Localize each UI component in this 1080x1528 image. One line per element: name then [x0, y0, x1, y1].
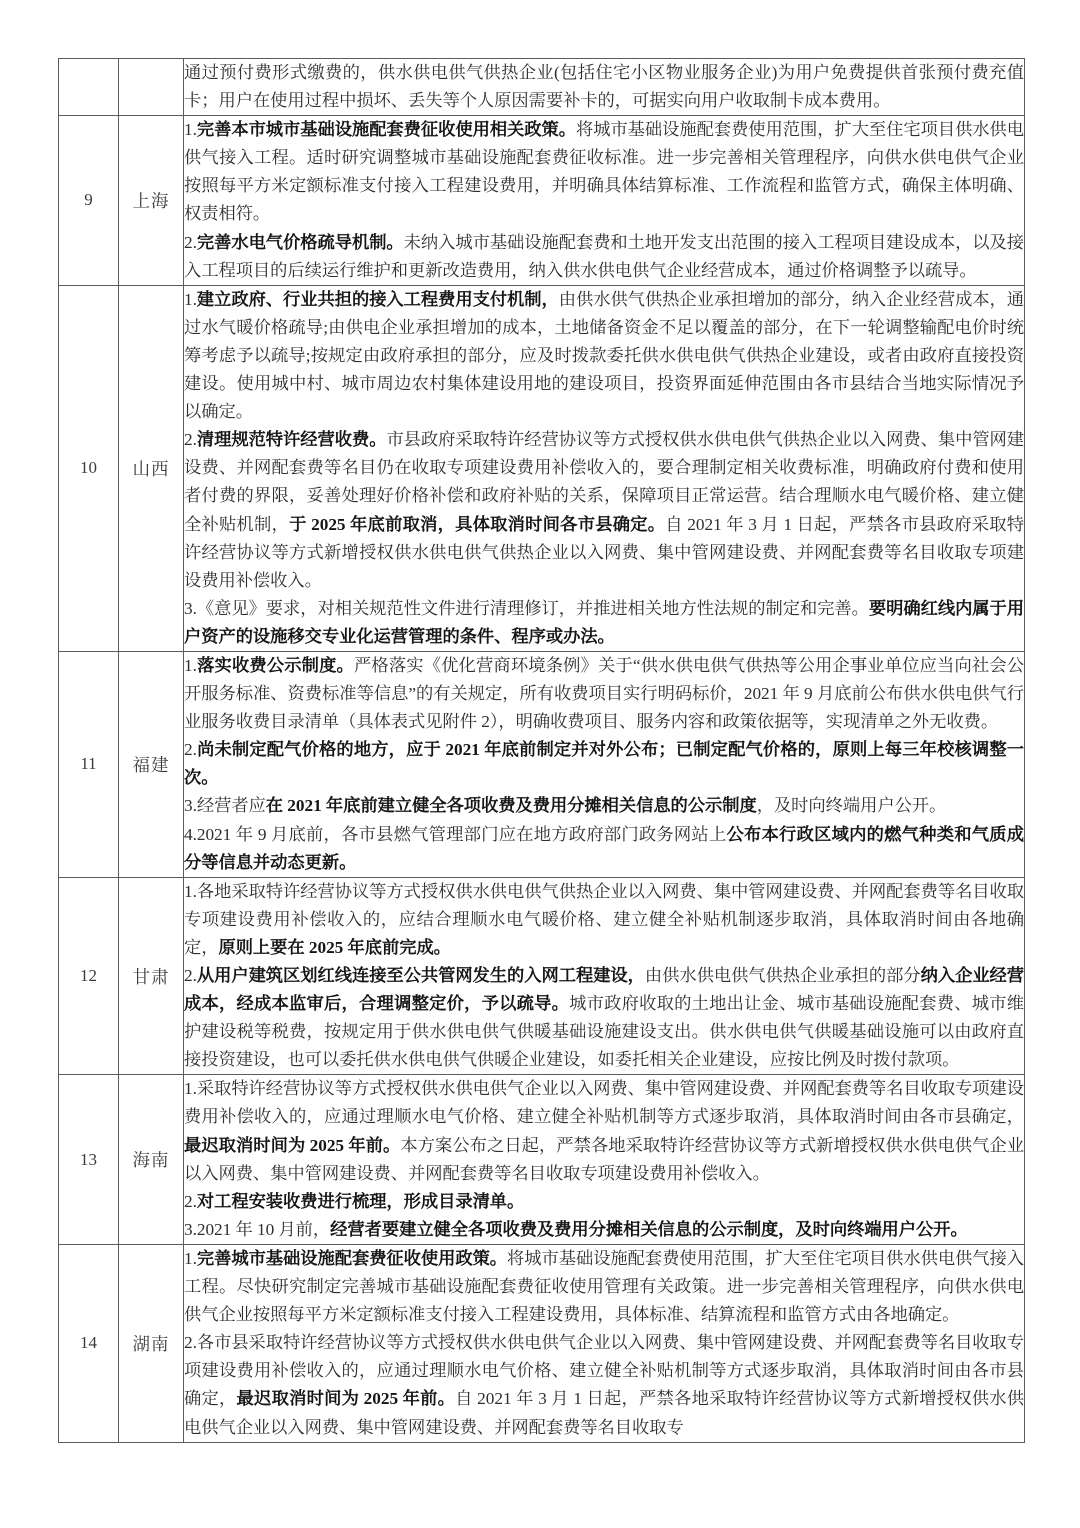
body-text: 1.各地采取特许经营协议等方式授权供水供电供气供热企业以入网费、集中管网建设费、并网配套费等名目收取专项建设费用补偿收入的，应结合理顺水电气暖价格、建立健全补贴机制逐步取消，具体取消时间由各地确定，: [184, 881, 1024, 957]
policy-paragraph: [184, 736, 1024, 792]
policy-paragraph: [184, 286, 1024, 426]
table-row: [59, 285, 1025, 651]
body-text: ，及时向终端用户公开。: [756, 796, 947, 816]
body-text: 由供水供气供热企业承担增加的部分，纳入企业经营成本，通过水气暖价格疏导;由供电企业承担增加的成本，土地储备资金不足以覆盖的部分，在下一轮调整输配电价时统筹考虑予以疏导;按规定由政府承担的部分，应及时拨款委托供水供电供气供热企业建设，或者由政府直接投资建设。使用城中村、城市周边农村集体建设用地的建设项目，投资界面延伸范围由各市县结合当地实际情况予以确定。: [184, 289, 1025, 422]
emphasis-text: 最迟取消时间为 2025 年前。: [236, 1389, 456, 1409]
emphasis-text: 完善城市基础设施配套费征收使用政策。: [196, 1248, 508, 1268]
body-text: 由供水供电供气供热企业承担的部分: [644, 966, 921, 985]
row-region-cell: 海南: [119, 1075, 184, 1245]
emphasis-text: 建立政府、行业共担的接入工程费用支付机制，: [196, 289, 559, 309]
body-text: 将城市基础设施配套费使用范围，扩大至住宅项目供水供电供气接入工程。适时研究调整城市基础设施配套费征收标准。进一步完善相关管理程序，向供水供电供气企业按照每平方米定额标准支付接入工程建设费用，并明确具体结算标准、工作流程和监管方式，确保主体明确、权责相符。: [184, 120, 1025, 224]
emphasis-text: 落实收费公示制度。: [196, 655, 354, 675]
row-region-cell: 上海: [119, 116, 184, 286]
emphasis-text: 完善本市城市基础设施配套费征收使用相关政策。: [196, 120, 576, 140]
body-text: 1.采取特许经营协议等方式授权供水供电供气企业以入网费、集中管网建设费、并网配套费等名目收取专项建设费用补偿收入的，应通过理顺水电气价格、建立健全补贴机制等方式逐步取消，具体取消时间由各市县确定，: [184, 1079, 1024, 1127]
row-content-cell: [184, 651, 1025, 877]
policy-comparison-table: [58, 58, 1025, 1443]
row-region-cell: 福建: [119, 651, 184, 877]
policy-paragraph: [184, 59, 1024, 115]
emphasis-text: 从用户建筑区划红线连接至公共管网发生的入网工程建设，: [196, 966, 645, 985]
table-row: [59, 59, 1025, 116]
row-content-cell: [184, 1075, 1025, 1245]
body-text: 1.: [184, 1248, 197, 1268]
row-region-cell: 甘肃: [119, 877, 184, 1075]
body-text: 1.: [184, 120, 197, 140]
row-content-cell: [184, 877, 1025, 1075]
emphasis-text: 最迟取消时间为 2025 年前。: [184, 1135, 401, 1155]
body-text: 城市政府收取的土地出让金、城市基础设施配套费、城市维护建设税等税费，按规定用于供水供电供气供暖基础设施建设支出。供水供电供气供暖基础设施可以由政府直接投资建设，也可以委托供水供电供气供暖企业建设，如委托相关企业建设，应按比例及时拨付款项。: [184, 994, 1024, 1070]
row-content-cell: [184, 285, 1025, 651]
body-text: 2.: [184, 1191, 197, 1211]
row-content-cell: [184, 116, 1025, 286]
body-text: 2.: [184, 232, 197, 252]
row-region-cell: [119, 59, 184, 116]
emphasis-text: 于 2025 年底前取消，具体取消时间各市县确定。: [289, 514, 666, 534]
row-index-cell: 14: [59, 1244, 119, 1442]
row-index-cell: 10: [59, 285, 119, 651]
policy-paragraph: [184, 595, 1024, 651]
table-row: [59, 651, 1025, 877]
emphasis-text: 对工程安装收费进行梳理，形成目录清单。: [196, 1191, 525, 1211]
body-text: 2.: [184, 740, 197, 760]
table-body: [59, 59, 1025, 1443]
body-text: 3.2021 年 10 月前，: [184, 1219, 331, 1239]
body-text: 2.各市县采取特许经营协议等方式授权供水供电供气企业以入网费、集中管网建设费、并网配套费等名目收取专项建设费用补偿收入的，应通过理顺水电气价格、建立健全补贴机制等方式逐步取消，具体取消时间由各市县确定，: [184, 1333, 1024, 1409]
policy-paragraph: [184, 1245, 1024, 1329]
body-text: 3.经营者应: [184, 796, 266, 816]
table-row: [59, 1244, 1025, 1442]
emphasis-text: 要明确红线内属于用户资产的设施移交专业化运营管理的条件、程序或办法。: [184, 598, 1024, 646]
policy-paragraph: [184, 962, 1024, 1074]
row-content-cell: [184, 1244, 1025, 1442]
emphasis-text: 原则上要在 2025 年底前完成。: [218, 937, 451, 957]
body-text: 2.: [184, 966, 197, 985]
policy-paragraph: [184, 1188, 1024, 1216]
table-row: [59, 877, 1025, 1075]
row-index-cell: 13: [59, 1075, 119, 1245]
policy-paragraph: [184, 1075, 1024, 1187]
row-region-cell: 山西: [119, 285, 184, 651]
body-text: 4.2021 年 9 月底前，各市县燃气管理部门应在地方政府部门政务网站上: [184, 824, 727, 844]
body-text: 1.: [184, 655, 197, 675]
body-text: 自 2021 年 3 月 1 日起，严禁各市县政府采取特许经营协议等方式新增授权供水供电供气供热企业以入网费、集中管网建设费、并网配套费等名目收取专项建设费用补偿收入。: [184, 514, 1024, 590]
body-text: 3.《意见》要求，对相关规范性文件进行清理修订，并推进相关地方性法规的制定和完善。: [184, 598, 869, 618]
emphasis-text: 在 2021 年底前建立健全各项收费及费用分摊相关信息的公示制度: [265, 796, 757, 816]
body-text: 未纳入城市基础设施配套费和土地开发支出范围的接入工程项目建设成本，以及接入工程项目的后续运行维护和更新改造费用，纳入供水供电供气企业经营成本，通过价格调整予以疏导。: [184, 232, 1024, 280]
row-index-cell: 11: [59, 651, 119, 877]
policy-paragraph: [184, 792, 1024, 820]
emphasis-text: 清理规范特许经营收费。: [196, 430, 387, 450]
row-content-cell: [184, 59, 1025, 116]
emphasis-text: 纳入企业经营成本，经成本监审后，合理调整定价，予以疏导。: [184, 966, 1025, 1014]
policy-paragraph: [184, 229, 1024, 285]
emphasis-text: 尚未制定配气价格的地方，应于 2021 年底前制定并对外公布；已制定配气价格的，原则上每三年校核调整一次。: [184, 740, 1024, 788]
emphasis-text: 经营者要建立健全各项收费及费用分摊相关信息的公示制度，及时向终端用户公开。: [330, 1219, 968, 1239]
policy-paragraph: [184, 1216, 1024, 1244]
body-text: 本方案公布之日起，严禁各地采取特许经营协议等方式新增授权供水供电供气企业以入网费、集中管网建设费、并网配套费等名目收取专项建设费用补偿收入。: [184, 1135, 1025, 1183]
policy-paragraph: [184, 652, 1024, 736]
row-region-cell: 湖南: [119, 1244, 184, 1442]
body-text: 严格落实《优化营商环境条例》关于“供水供电供气供热等公用企事业单位应当向社会公开服务标准、资费标准等信息”的有关规定，所有收费项目实行明码标价，2021 年 9 月底前公布供水供电供气行业服务收费目录清单（具体表式见附件 2），明确收费项目、服务内容和政策依据等，实现清单之外无收费。: [184, 655, 1024, 732]
policy-paragraph: [184, 116, 1024, 228]
emphasis-text: 完善水电气价格疏导机制。: [196, 232, 404, 252]
table-row: [59, 116, 1025, 286]
body-text: 将城市基础设施配套费使用范围，扩大至住宅项目供水供电供气接入工程。尽快研究制定完善城市基础设施配套费征收使用管理有关政策。进一步完善相关管理程序，向供水供电供气企业按照每平方米定额标准支付接入工程建设费用，具体标准、结算流程和监管方式由各地确定。: [184, 1248, 1024, 1325]
body-text: 2.: [184, 430, 197, 450]
body-text: 自 2021 年 3 月 1 日起，严禁各地采取特许经营协议等方式新增授权供水供电供气企业以入网费、集中管网建设费、并网配套费等名目收取专: [184, 1389, 1024, 1437]
policy-paragraph: [184, 878, 1024, 962]
row-index-cell: 12: [59, 877, 119, 1075]
body-text: 通过预付费形式缴费的，供水供电供气供热企业(包括住宅小区物业服务企业)为用户免费提供首张预付费充值卡；用户在使用过程中损坏、丢失等个人原因需要补卡的，可据实向用户收取制卡成本费用。: [184, 63, 1024, 111]
body-text: 1.: [184, 289, 197, 309]
emphasis-text: 公布本行政区域内的燃气种类和气质成分等信息并动态更新。: [184, 824, 1025, 872]
row-index-cell: [59, 59, 119, 116]
policy-paragraph: [184, 426, 1024, 595]
policy-paragraph: [184, 1329, 1024, 1441]
body-text: 市县政府采取特许经营协议等方式授权供水供电供气供热企业以入网费、集中管网建设费、并网配套费等名目仍在收取专项建设费用补偿收入的，要合理制定相关收费标准，明确政府付费和使用者付费的界限，妥善处理好价格补偿和政府补贴的关系，保障项目正常运营。结合理顺水电气暖价格、建立健全补贴机制，: [184, 430, 1025, 534]
table-row: [59, 1075, 1025, 1245]
policy-paragraph: [184, 821, 1024, 877]
row-index-cell: 9: [59, 116, 119, 286]
